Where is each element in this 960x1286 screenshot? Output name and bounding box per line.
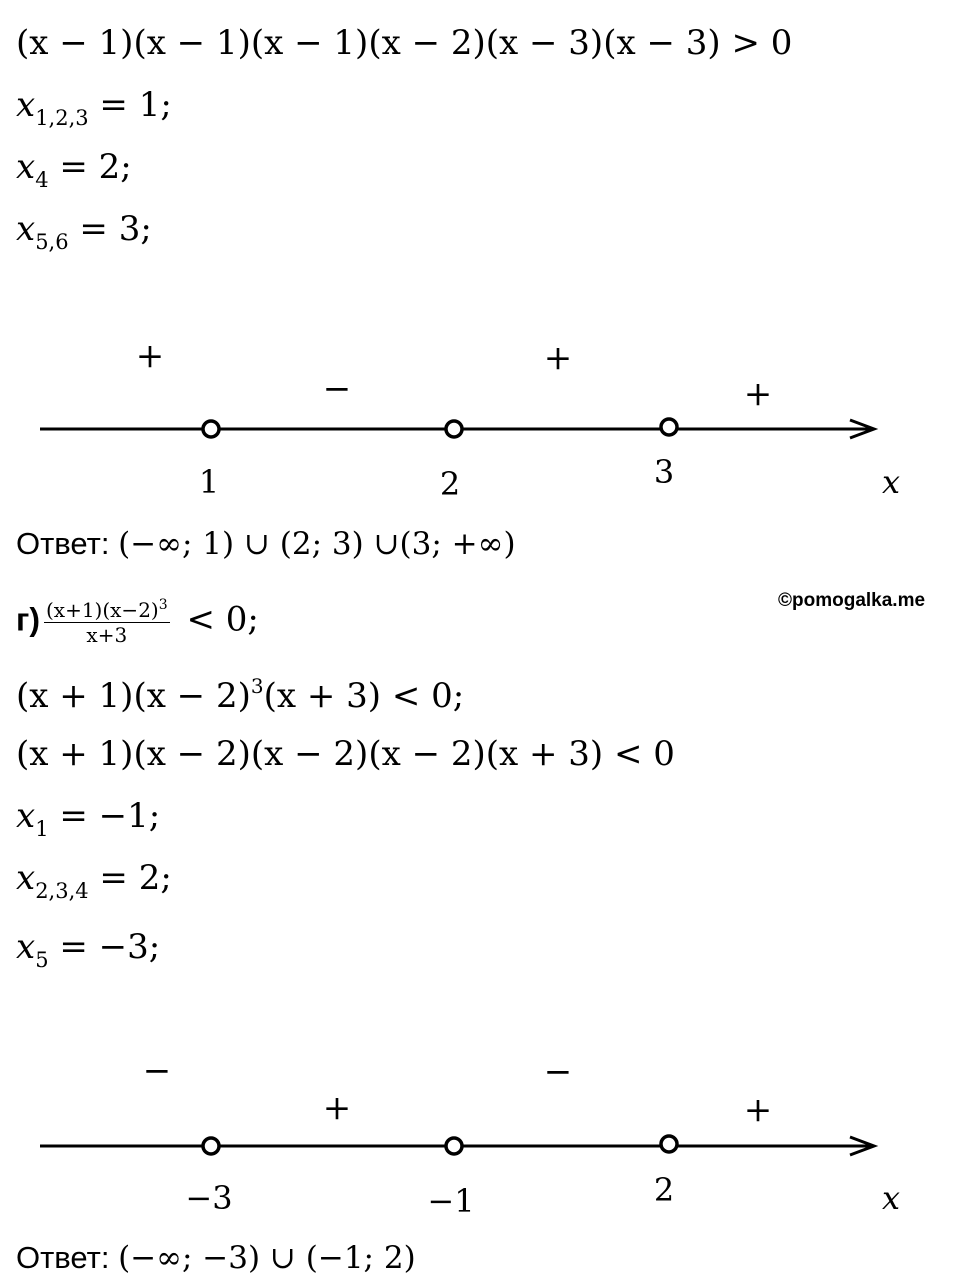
- sign-label: −: [543, 1052, 573, 1092]
- root-value: = 3;: [68, 209, 152, 249]
- root-x56: [16, 209, 152, 254]
- part-label: г): [16, 601, 40, 638]
- open-point: [661, 419, 677, 435]
- axis-variable: x: [881, 1179, 901, 1217]
- root-value: = 1;: [88, 85, 172, 125]
- point-label: −1: [427, 1182, 475, 1220]
- fraction-numerator: [44, 598, 170, 623]
- point-label: 2: [439, 465, 461, 503]
- fraction-numerator-text: (x+1)(x−2): [45, 598, 159, 622]
- number-line-v: [0, 330, 960, 510]
- root-x234: [16, 858, 172, 903]
- sign-label: −: [322, 369, 352, 409]
- factor-part-a: (x + 1)(x − 2): [16, 676, 251, 716]
- root-subscript: 5,6: [35, 230, 69, 254]
- root-value: = −1;: [48, 796, 161, 836]
- factor-part-b: (x + 3) < 0;: [263, 676, 465, 716]
- root-var: x: [16, 209, 36, 249]
- factor-exponent: 3: [250, 674, 264, 698]
- root-subscript: 1,2,3: [35, 106, 89, 130]
- root-var: x: [16, 927, 36, 967]
- open-point: [203, 1138, 219, 1154]
- root-x123: [16, 85, 172, 130]
- root-value: = 2;: [48, 147, 132, 187]
- open-point: [203, 421, 219, 437]
- point-label: 1: [198, 463, 220, 501]
- root-x5: [16, 927, 161, 972]
- open-point: [661, 1136, 677, 1152]
- inequality-v: (x − 1)(x − 1)(x − 1)(x − 2)(x − 3)(x − 3) > 0: [16, 23, 793, 63]
- point-label: 2: [653, 1171, 675, 1209]
- expanded-inequality: (x + 1)(x − 2)(x − 2)(x − 2)(x + 3) < 0: [16, 734, 675, 774]
- answer-label: Ответ:: [16, 526, 110, 561]
- answer-value: (−∞; 1) ∪ (2; 3) ∪(3; +∞): [118, 526, 516, 562]
- answer-v: [16, 526, 516, 562]
- sign-label: +: [135, 336, 165, 376]
- inequality-g: [16, 598, 259, 645]
- point-label: 3: [653, 453, 675, 491]
- sign-label: +: [543, 338, 573, 378]
- open-point: [446, 421, 462, 437]
- axis-variable: x: [881, 463, 901, 501]
- sign-label: +: [322, 1088, 352, 1128]
- root-x4: [16, 147, 132, 192]
- root-var: x: [16, 147, 36, 187]
- root-subscript: 1: [35, 817, 49, 841]
- root-var: x: [16, 858, 36, 898]
- root-value: = −3;: [48, 927, 161, 967]
- watermark: ©pomogalka.me: [778, 590, 926, 611]
- answer-value: (−∞; −3) ∪ (−1; 2): [118, 1240, 416, 1276]
- answer-label: Ответ:: [16, 1240, 110, 1275]
- root-var: x: [16, 85, 36, 125]
- root-subscript: 5: [35, 948, 49, 972]
- root-var: x: [16, 796, 36, 836]
- sign-label: +: [743, 1090, 773, 1130]
- number-line-g: [0, 1046, 960, 1226]
- point-label: −3: [185, 1179, 233, 1217]
- root-subscript: 2,3,4: [35, 879, 89, 903]
- root-subscript: 4: [35, 168, 49, 192]
- root-x1: [16, 796, 161, 841]
- fraction-exponent: 3: [158, 597, 168, 613]
- fraction-denominator: x+3: [86, 623, 128, 647]
- sign-label: −: [142, 1051, 172, 1091]
- open-point: [446, 1138, 462, 1154]
- sign-label: +: [743, 374, 773, 414]
- answer-g: [16, 1240, 416, 1276]
- fraction-rhs: < 0;: [175, 599, 259, 640]
- root-value: = 2;: [88, 858, 172, 898]
- factored-inequality: [16, 674, 465, 716]
- fraction: [44, 598, 170, 645]
